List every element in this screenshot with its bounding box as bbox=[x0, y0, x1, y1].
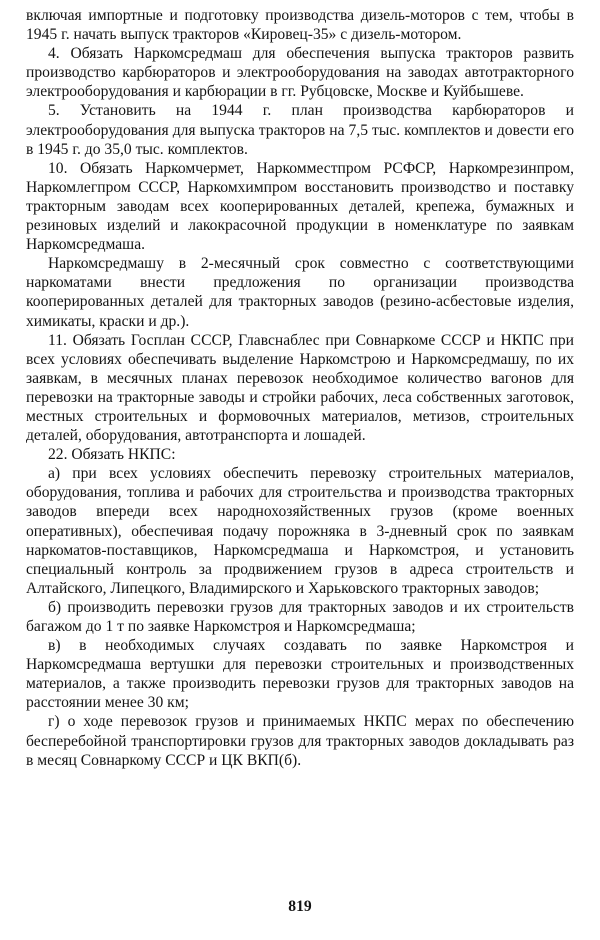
paragraph-subitem-b: б) производить перевозки грузов для тракторных заводов и их строительств багажом до 1 т по заявке Наркомстроя и Наркомсредмаша; bbox=[26, 598, 574, 635]
paragraph-item-22: 22. Обязать НКПС: bbox=[48, 446, 176, 464]
paragraph-subitem-a: а) при всех условиях обеспечить перевозку строительных материалов, оборудования, топлива и рабочих для строительства и производства тракторных заводов впереди всех народнохозяйственных грузов (кроме военных оперативных), обеспечивая подачу порожняка в 3-дневный срок по заявкам наркоматов-поставщиков, Наркомсредмаша и Наркомстроя, и установить специальный контроль за продвижением грузов в адреса строительств и Алтайского, Липецкого, Владимирского и Харьковского тракторных заводов; bbox=[26, 465, 574, 597]
paragraph-item-11: 11. Обязать Госплан СССР, Главснаблес при Совнаркоме СССР и НКПС при всех условиях обеспечивать выделение Наркомстрою и Наркомсредмашу, по их заявкам, в месячных планах перевозок необходимое количество вагонов для перевозки на тракторные заводы и стройки рабочих, леса собственных заготовок, местных строительных и формовочных материалов, метизов, строительных деталей, оборудования, автотранспорта и лошадей. bbox=[26, 331, 574, 445]
paragraph-item-5: 5. Установить на 1944 г. план производства карбюраторов и электрооборудования для выпуска тракторов на 7,5 тыс. комплектов и довести его в 1945 г. до 35,0 тыс. комплектов. bbox=[26, 102, 574, 158]
paragraph-item-4: 4. Обязать Наркомсредмаш для обеспечения выпуска тракторов развить производство карбюраторов и электрооборудования на заводах автотракторного электрооборудования и карбюрации в гг. Рубцовске, Москве и Куйбышеве. bbox=[26, 45, 574, 101]
paragraph-continuation: включая импортные и подготовку производства дизель-моторов с тем, чтобы в 1945 г. начать выпуск тракторов «Кировец-35» с дизель-мотором. bbox=[26, 7, 574, 44]
paragraph-subitem-g: г) о ходе перевозок грузов и принимаемых НКПС мерах по обеспечению бесперебойной транспортировки грузов для тракторных заводов докладывать раз в месяц Совнаркому СССР и ЦК ВКП(б). bbox=[26, 713, 574, 769]
page-number: 819 bbox=[288, 898, 312, 915]
paragraph-subitem-v: в) в необходимых случаях создавать по заявке Наркомстроя и Наркомсредмаша вертушки для перевозки строительных и производственных материалов, а также производить перевозки грузов для тракторных заводов на расстоянии менее 30 км; bbox=[26, 637, 574, 712]
document-page bbox=[26, 6, 574, 770]
paragraph-narkomsredmash: Наркомсредмашу в 2-месячный срок совместно с соответствующими наркоматами внести предложения по организации производства кооперированных деталей для тракторных заводов (резино-асбестовые изделия, химикаты, краски и др.). bbox=[26, 255, 574, 330]
paragraph-item-10: 10. Обязать Наркомчермет, Наркомместпром РСФСР, Наркомрезинпром, Наркомлегпром СССР, Наркомхимпром восстановить производство и поставку тракторным заводам всех кооперированных деталей, крепежа, бумажных и резиновых изделий и лакокрасочной продукции в номенклатуре по заявкам Наркомсредмаша. bbox=[26, 159, 574, 254]
